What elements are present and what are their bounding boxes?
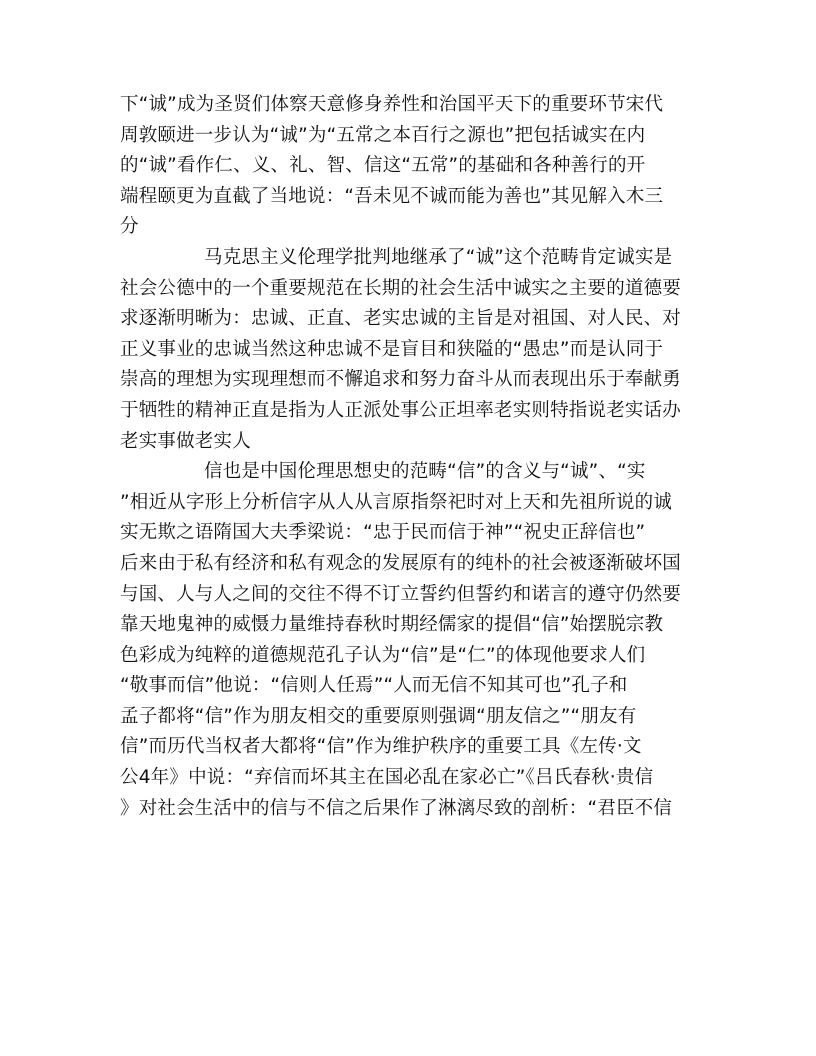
text-line: 靠天地鬼神的威慑力量维持春秋时期经儒家的提倡“信”始摆脱宗教: [120, 614, 664, 636]
text-line: 的“诚”看作仁、义、礼、智、信这“五常”的基础和各种善行的开: [120, 155, 646, 177]
paragraph-start-line: 信也是中国伦理思想史的范畴“信”的含义与“诚”、“实: [204, 461, 646, 483]
text-line: 色彩成为纯粹的道德规范孔子认为“信”是“仁”的体现他要求人们: [120, 644, 646, 666]
text-line: 正义事业的忠诚当然这种忠诚不是盲目和狭隘的“愚忠”而是认同于: [120, 338, 664, 360]
body-text: [120, 90, 700, 824]
text-line: 于牺牲的精神正直是指为人正派处事公正坦率老实则特指说老实话办: [120, 399, 682, 421]
text-line: 求逐渐明晰为：忠诚、正直、老实忠诚的主旨是对祖国、对人民、对: [120, 308, 682, 330]
text-line: 周敦颐进一步认为“诚”为“五常之本百行之源也”把包括诚实在内: [120, 124, 646, 146]
text-line: “敬事而信”他说：“信则人任焉”“人而无信不知其可也”孔子和: [120, 675, 628, 697]
text-line: 端程颐更为直截了当地说：“吾未见不诚而能为善也”其见解入木三: [120, 185, 664, 207]
text-line: 分: [120, 216, 139, 238]
text-line: 与国、人与人之间的交往不得不订立誓约但誓约和诺言的遵守仍然要: [120, 583, 682, 605]
text-line: 崇高的理想为实现理想而不懈追求和努力奋斗从而表现出乐于奉献勇: [120, 369, 682, 391]
text-line: 孟子都将“信”作为朋友相交的重要原则强调“朋友信之”“朋友有: [120, 705, 637, 727]
text-line: 》对社会生活中的信与不信之后果作了淋漓尽致的剖析：“君臣不信: [120, 797, 673, 819]
text-line: 后来由于私有经济和私有观念的发展原有的纯朴的社会被逐渐破坏国: [120, 552, 682, 574]
text-line: 公4年》中说：“弃信而坏其主在国必乱在家必亡”《吕氏春秋·贵信: [120, 767, 654, 789]
text-line: 下“诚”成为圣贤们体察天意修身养性和治国平天下的重要环节宋代: [120, 94, 664, 115]
paragraph-start-line: 马克思主义伦理学批判地继承了“诚”这个范畴肯定诚实是: [204, 246, 673, 268]
text-line: ”相近从字形上分析信字从人从言原指祭祀时对上天和先祖所说的诚: [120, 491, 673, 513]
text-line: 社会公德中的一个重要规范在长期的社会生活中诚实之主要的道德要: [120, 277, 682, 299]
text-line: 实无欺之语隋国大夫季梁说：“忠于民而信于神”“祝史正辞信也”: [120, 522, 646, 544]
text-line: 信”而历代当权者大都将“信”作为维护秩序的重要工具《左传·文: [120, 736, 642, 758]
text-line: 老实事做老实人: [120, 430, 251, 452]
